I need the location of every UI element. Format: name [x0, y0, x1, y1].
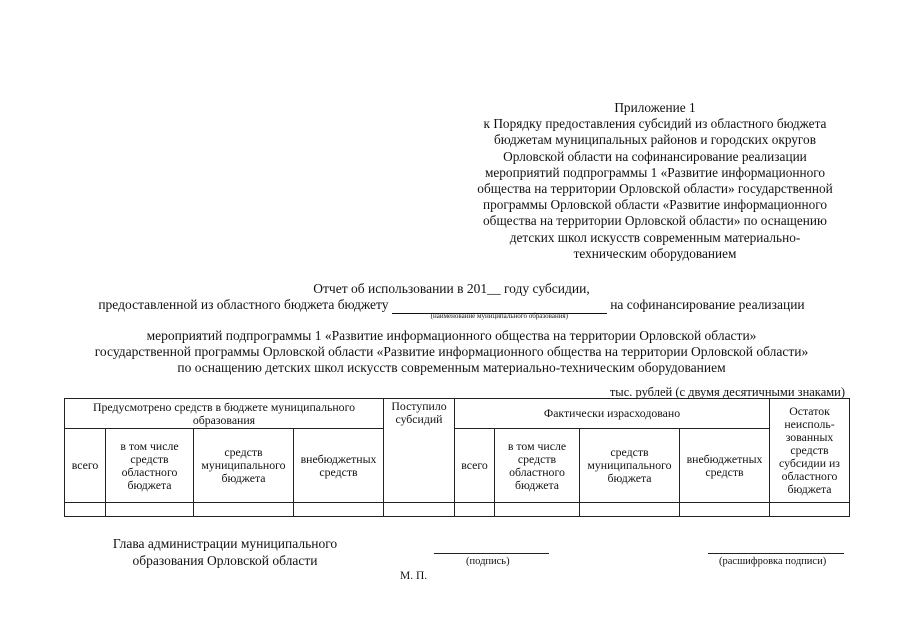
table-cell[interactable]	[106, 503, 194, 517]
planned-regional-header: в том числе средств областного бюджета	[106, 429, 194, 503]
units-note: тыс. рублей (с двумя десятичными знаками)	[609, 385, 845, 399]
signature-line[interactable]	[434, 553, 549, 554]
table-cell[interactable]	[65, 503, 106, 517]
signatory-line2: образования Орловской области	[132, 553, 318, 568]
report-table	[64, 398, 850, 517]
spent-offbudget-header: внебюджетных средств	[680, 429, 770, 503]
planned-offbudget-header: внебюджетных средств	[294, 429, 384, 503]
report-subtitle-line3: мероприятий подпрограммы 1 «Развитие информационного общества на территории Орловской области»	[146, 328, 757, 343]
report-title-line2	[40, 297, 863, 320]
report-title: Отчет об использовании в 201__ году субсидии,	[313, 281, 590, 296]
appendix-line: детских школ искусств современным материально-	[509, 229, 801, 245]
planned-total-header: всего	[65, 429, 106, 503]
appendix-line: к Порядку предоставления субсидий из областного бюджета	[483, 116, 827, 132]
appendix-line: Орловской области на софинансирование реализации	[503, 148, 807, 164]
spent-municipal-header: средств муниципального бюджета	[580, 429, 680, 503]
table-cell[interactable]	[770, 503, 850, 517]
signatory-label	[95, 535, 355, 569]
signature-decode-caption: (расшифровка подписи)	[719, 556, 827, 567]
municipality-caption: (наименование муниципального образования)	[430, 312, 568, 320]
planned-municipal-header: средств муниципального бюджета	[194, 429, 294, 503]
header-received: Поступило субсидий	[384, 399, 455, 503]
header-spent: Фактически израсходовано	[455, 399, 770, 429]
header-remainder: Остаток неисполь-зованных средств субсидии из областного бюджета	[770, 399, 850, 503]
appendix-line: мероприятий подпрограммы 1 «Развитие информационного	[484, 164, 826, 180]
appendix-header	[455, 100, 855, 262]
table-cell[interactable]	[495, 503, 580, 517]
report-title-after: на софинансирование реализации	[610, 297, 805, 312]
report-subtitle-line4: государственной программы Орловской области «Развитие информационного общества на территории Орловской области»	[94, 344, 809, 359]
table-cell[interactable]	[580, 503, 680, 517]
appendix-line: общества на территории Орловской области» государственной	[477, 181, 833, 197]
appendix-line: общества на территории Орловской области» по оснащению	[483, 213, 827, 229]
appendix-line: Приложение 1	[614, 100, 696, 115]
table-cell[interactable]	[294, 503, 384, 517]
table-cell[interactable]	[384, 503, 455, 517]
spent-regional-header: в том числе средств областного бюджета	[495, 429, 580, 503]
municipality-blank[interactable]	[392, 297, 607, 320]
table-cell[interactable]	[194, 503, 294, 517]
table-cell[interactable]	[680, 503, 770, 517]
header-planned: Предусмотрено средств в бюджете муниципального образования	[65, 399, 384, 429]
spent-total-header: всего	[455, 429, 495, 503]
appendix-line: техническим оборудованием	[573, 245, 737, 261]
signatory-line1: Глава администрации муниципального	[112, 536, 338, 551]
appendix-line: программы Орловской области «Развитие информационного	[482, 197, 828, 213]
appendix-line: бюджетам муниципальных районов и городских округов	[493, 132, 816, 148]
stamp-place: М. П.	[400, 570, 428, 582]
signature-decode-line[interactable]	[708, 553, 844, 554]
report-subtitle-line5: по оснащению детских школ искусств современным материально-техническим оборудованием	[177, 360, 726, 375]
table-row	[65, 503, 850, 517]
report-title-before: предоставленной из областного бюджета бюджету	[98, 297, 389, 312]
table-cell[interactable]	[455, 503, 495, 517]
signature-caption: (подпись)	[466, 556, 510, 567]
